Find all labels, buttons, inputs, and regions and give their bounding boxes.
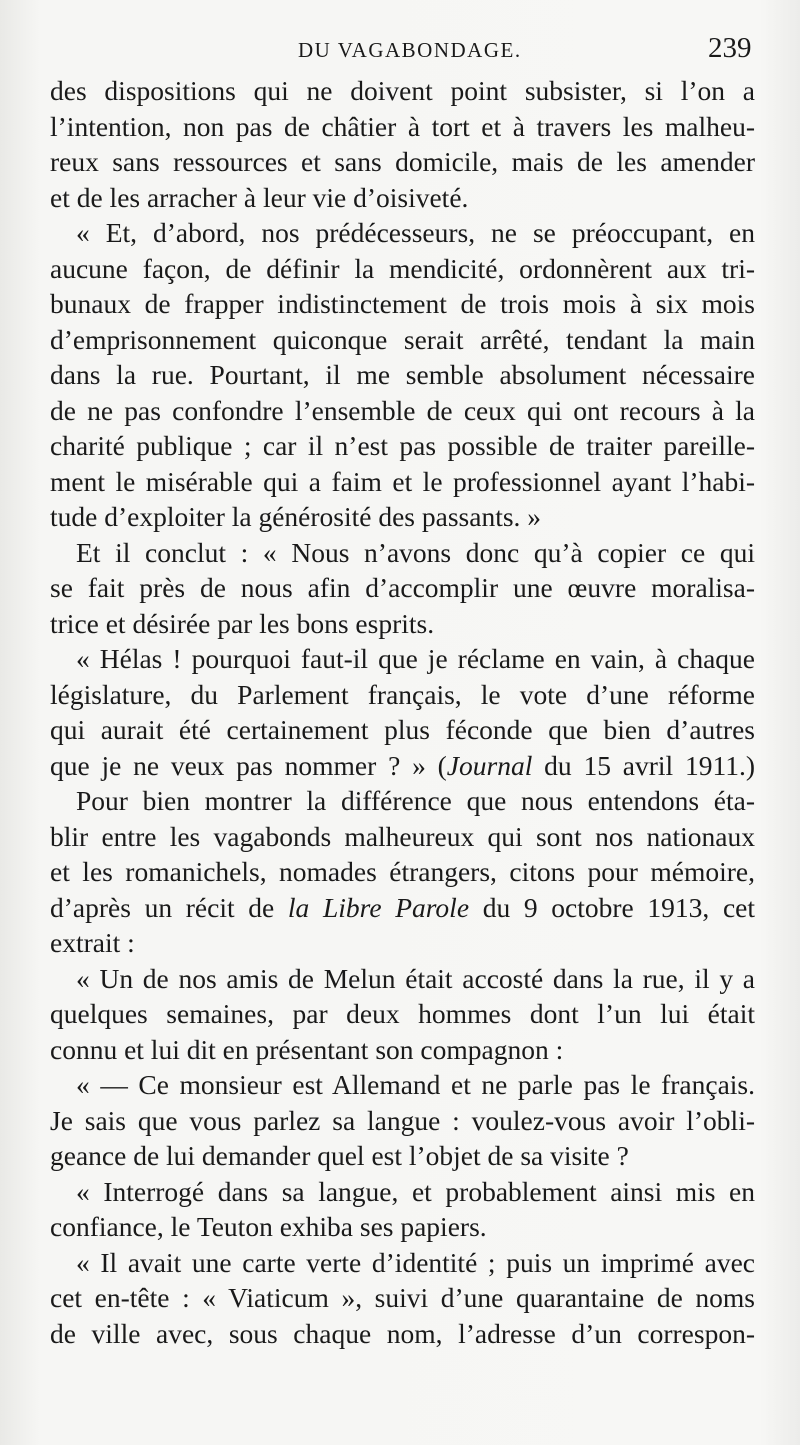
text-line: blir entre les vagabonds malheureux qui sont nos nationaux: [50, 820, 755, 852]
text-line: des dispositions qui ne doivent point subsister, si l’on a: [50, 75, 755, 106]
text-line: Je sais que vous parlez sa langue : voulez-vous avoir l’obli-: [50, 1104, 755, 1136]
text-line: bunaux de frapper indistinctement de trois mois à six mois: [50, 288, 755, 319]
text-line: « Interrogé dans sa langue, et probablement ainsi mis en: [76, 1175, 755, 1207]
text-line: extrait :: [50, 927, 135, 958]
text-line: tude d’exploiter la générosité des passants. »: [50, 501, 542, 532]
text-line: « Et, d’abord, nos prédécesseurs, ne se préoccupant, en: [76, 217, 755, 248]
page-number: 239: [708, 32, 752, 64]
text-line: « Hélas ! pourquoi faut-il que je réclame en vain, à chaque: [76, 643, 755, 674]
text-segment: du 15 avril 1911.): [532, 749, 755, 781]
text-line: de ville avec, sous chaque nom, l’adresse d’un correspon-: [50, 1317, 755, 1349]
text-line: « — Ce monsieur est Allemand et ne parle pas le français.: [76, 1069, 755, 1100]
text-line: charité publique ; car il n’est pas possible de traiter pareille-: [50, 430, 755, 461]
text-line: et les romanichels, nomades étrangers, citons pour mémoire,: [50, 856, 755, 887]
text-segment: d’après un récit de: [50, 891, 288, 923]
text-line: dans la rue. Pourtant, il me semble absolument nécessaire: [50, 359, 755, 390]
text-line: aucune façon, de définir la mendicité, ordonnèrent aux tri-: [50, 252, 755, 284]
newspaper-title: la Libre Parole: [287, 891, 470, 923]
journal-title: Journal: [446, 749, 533, 781]
text-line: « Il avait une carte verte d’identité ; puis un imprimé avec: [76, 1246, 755, 1278]
text-line: confiance, le Teuton exhiba ses papiers.: [50, 1211, 487, 1242]
running-title: DU VAGABONDAGE.: [298, 38, 522, 62]
text-line: Pour bien montrer la différence que nous entendons éta-: [76, 785, 755, 816]
text-line: ment le misérable qui a faim et le professionnel ayant l’habi-: [50, 465, 755, 497]
text-line: se fait près de nous afin d’accomplir une œuvre moralisa-: [50, 572, 755, 603]
text-line: reux sans ressources et sans domicile, mais de les amender: [50, 146, 755, 177]
text-line: l’intention, non pas de châtier à tort et à travers les malheu-: [50, 110, 755, 142]
text-line: [50, 890, 755, 926]
text-line: trice et désirée par les bons esprits.: [50, 607, 435, 639]
text-line: geance de lui demander quel est l’objet de sa visite ?: [50, 1140, 629, 1171]
running-head: [0, 32, 800, 68]
text-line: Et il conclut : « Nous n’avons donc qu’à copier ce qui: [76, 536, 755, 568]
text-line: connu et lui dit en présentant son compagnon :: [50, 1033, 564, 1065]
text-line: cet en-tête : « Viaticum », suivi d’une quarantaine de noms: [50, 1282, 755, 1313]
text-line: « Un de nos amis de Melun était accosté dans la rue, il y a: [76, 962, 755, 994]
text-line: législature, du Parlement français, le vote d’une réforme: [50, 678, 755, 710]
text-segment: que je ne veux pas nommer ? » (: [50, 749, 447, 781]
text-line: de ne pas confondre l’ensemble de ceux qui ont recours à la: [50, 394, 755, 426]
text-line: et de les arracher à leur vie d’oisiveté.: [50, 181, 469, 213]
text-line: quelques semaines, par deux hommes dont l’un lui était: [50, 998, 755, 1029]
text-segment: du 9 octobre 1913, cet: [469, 891, 755, 923]
text-line: [50, 748, 755, 784]
text-line: d’emprisonnement quiconque serait arrêté, tendant la main: [50, 323, 755, 355]
body-text: [50, 73, 755, 1351]
text-line: qui aurait été certainement plus féconde que bien d’autres: [50, 714, 755, 745]
